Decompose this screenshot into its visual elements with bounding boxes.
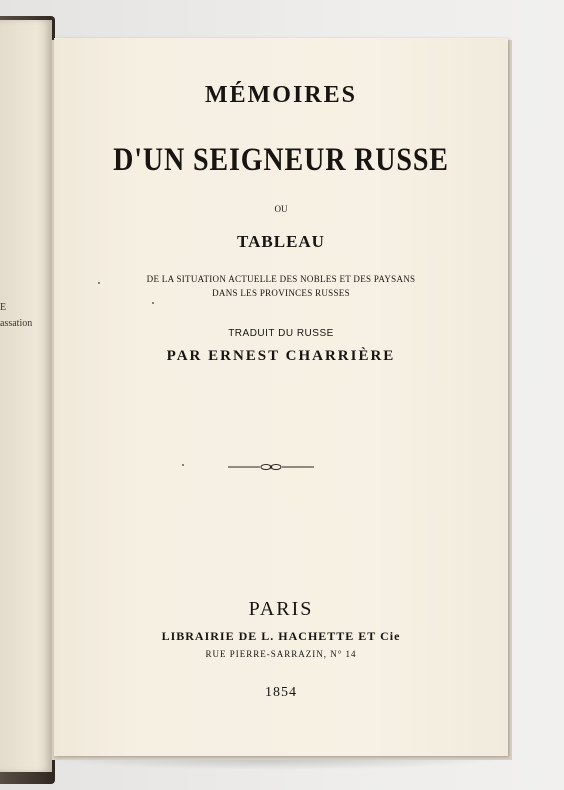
paper-speck — [152, 302, 154, 304]
title-line-2: D'UN SEIGNEUR RUSSE — [113, 142, 449, 178]
subtitle-line-2: DANS LES PROVINCES RUSSES — [212, 288, 350, 298]
decorative-rule-icon — [228, 462, 314, 472]
publication-year: 1854 — [265, 685, 297, 700]
publication-city: PARIS — [248, 598, 314, 620]
subtitle-line-1: DE LA SITUATION ACTUELLE DES NOBLES ET DES PAYSANS — [146, 274, 416, 284]
publisher-line: LIBRAIRIE DE L. HACHETTE ET Cie — [161, 629, 401, 643]
subtitle-heading: TABLEAU — [237, 232, 325, 251]
paper-speck — [98, 282, 100, 284]
translation-note: TRADUIT DU RUSSE — [228, 328, 334, 339]
title-page — [54, 38, 508, 756]
left-page-fragment: E — [0, 302, 7, 313]
paper-speck — [182, 464, 184, 466]
publisher-address: RUE PIERRE-SARRAZIN, N° 14 — [205, 649, 357, 659]
left-page — [0, 20, 52, 772]
translator-line: PAR ERNEST CHARRIÈRE — [166, 348, 396, 364]
title-line-1: MÉMOIRES — [204, 82, 357, 108]
conjunction: OU — [274, 204, 288, 214]
left-page-fragment: assation — [0, 318, 33, 329]
